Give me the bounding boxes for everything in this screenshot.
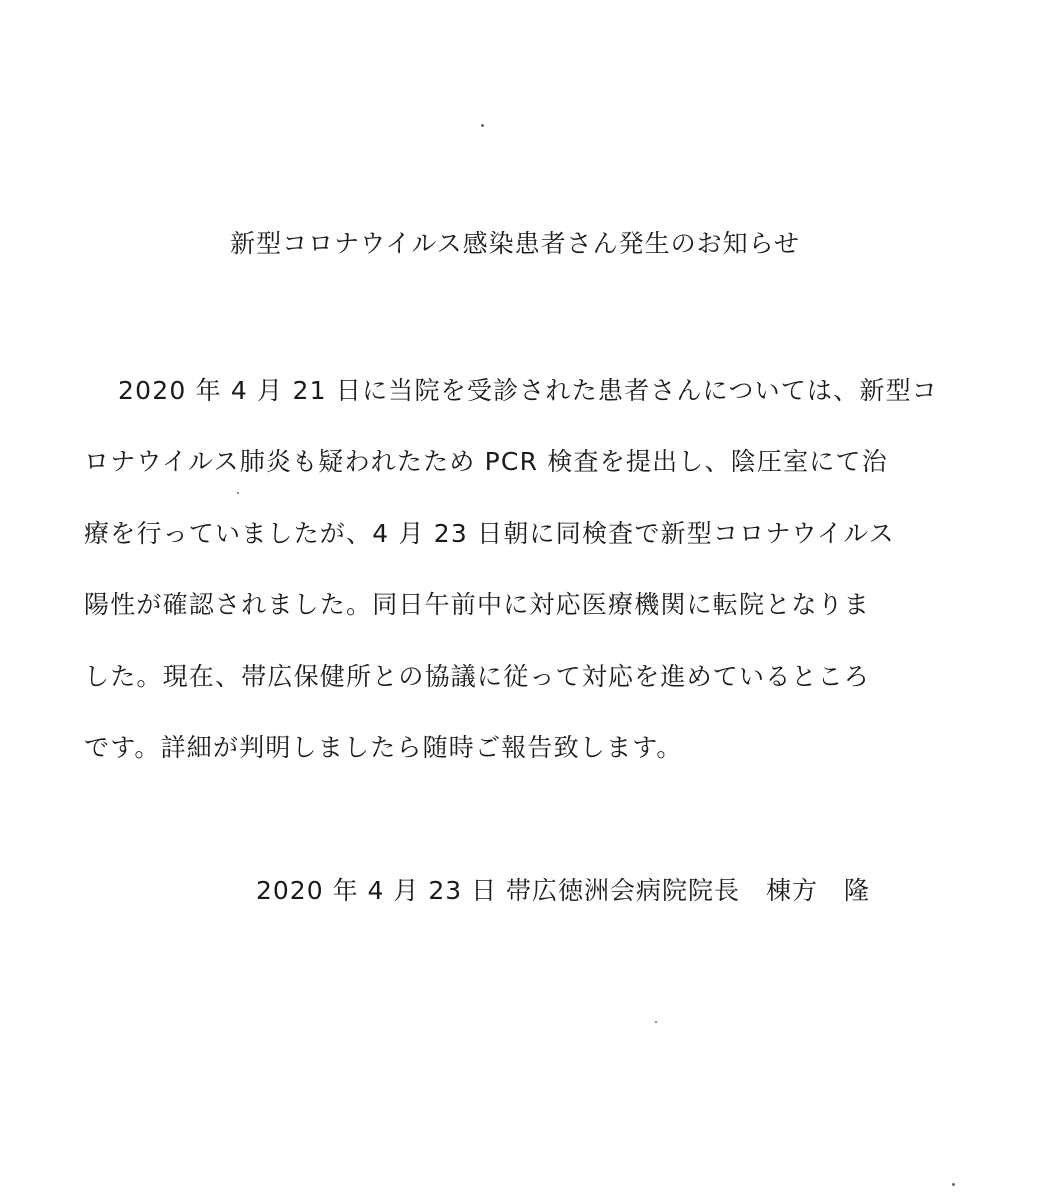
scan-speck bbox=[481, 124, 484, 127]
scan-speck bbox=[952, 1183, 955, 1186]
paragraph-line-1 bbox=[84, 371, 938, 411]
scan-speck bbox=[237, 492, 239, 494]
paragraph-line-3: 療を行っていましたが、4 月 23 日朝に同検査で新型コロナウイルス bbox=[84, 519, 895, 548]
paragraph-line-5: した。現在、帯広保健所との協議に従って対応を進めているところ bbox=[84, 662, 871, 691]
paragraph-line-4: 陽性が確認されました。同日午前中に対応医療機関に転院となりま bbox=[84, 590, 871, 619]
signature-line: 2020 年 4 月 23 日 帯広徳洲会病院院長 棟方 隆 bbox=[256, 876, 871, 905]
document-title: 新型コロナウイルス感染患者さん発生のお知らせ bbox=[230, 229, 800, 258]
paragraph-line-6: です。詳細が判明しましたら随時ご報告致します。 bbox=[84, 733, 683, 762]
paragraph-line-2: ロナウイルス肺炎も疑われたため PCR 検査を提出し、陰圧室にて治 bbox=[84, 447, 888, 476]
paragraph-line-1-text: 2020 年 4 月 21 日に当院を受診された患者さんについては、新型コ bbox=[118, 376, 938, 405]
scan-speck bbox=[655, 1021, 657, 1023]
